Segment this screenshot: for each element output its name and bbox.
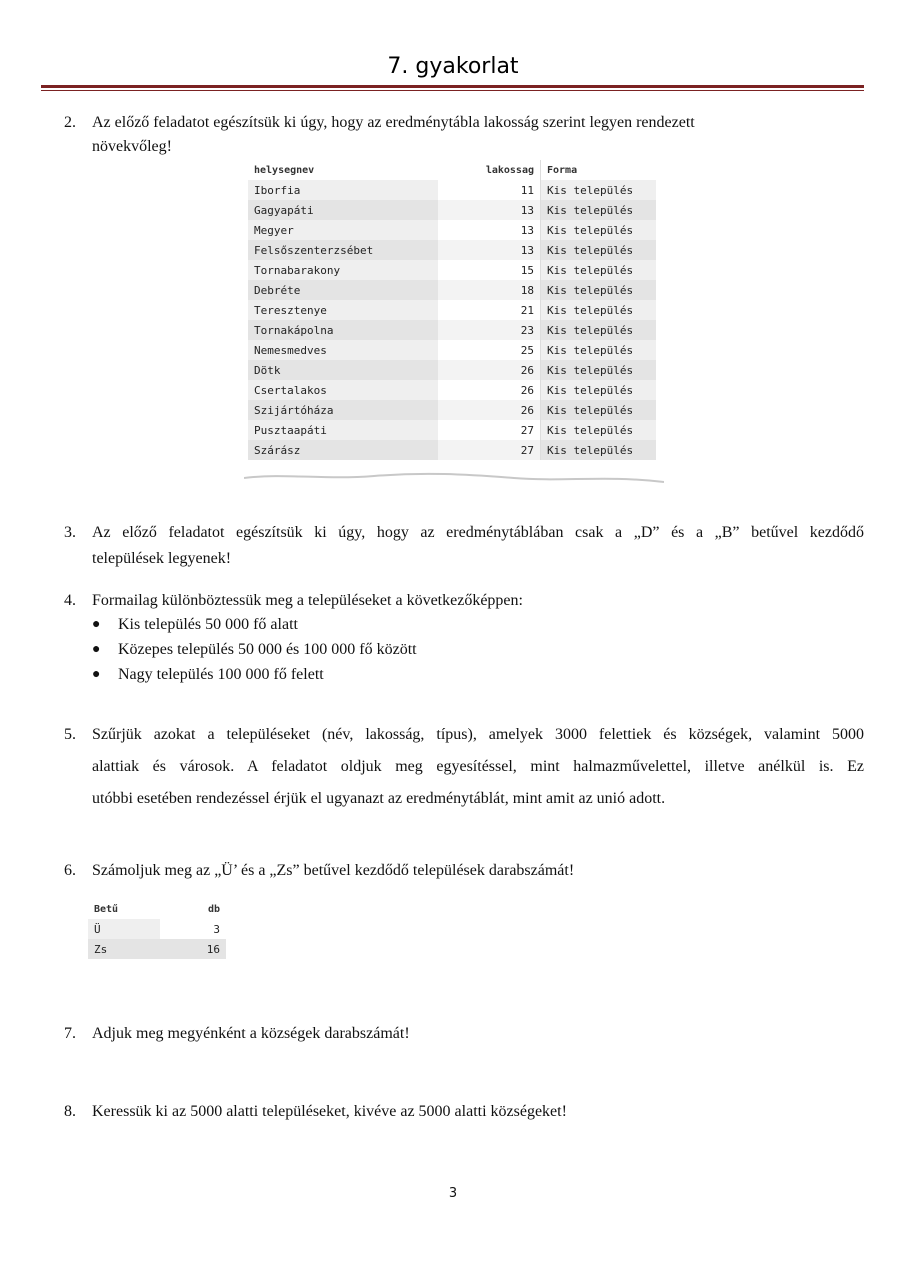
column-header: lakossag bbox=[438, 160, 541, 180]
table-cell: Kis település bbox=[541, 300, 657, 320]
table-cell: Gagyapáti bbox=[248, 200, 438, 220]
table-row bbox=[248, 360, 656, 380]
table-row bbox=[248, 400, 656, 420]
table-cell: Kis település bbox=[541, 280, 657, 300]
table-cell: Kis település bbox=[541, 360, 657, 380]
task-number: 8. bbox=[64, 1103, 76, 1120]
table-cell: 3 bbox=[160, 919, 226, 939]
table-cell: Szijártóháza bbox=[248, 400, 438, 420]
table-row bbox=[248, 440, 656, 460]
table-row bbox=[248, 180, 656, 200]
task-number: 7. bbox=[64, 1025, 76, 1042]
table-cell: 13 bbox=[438, 240, 541, 260]
page-number: 3 bbox=[448, 1186, 458, 1201]
bullet-icon: ● bbox=[92, 667, 101, 682]
table-cell: Kis település bbox=[541, 380, 657, 400]
task-text-line: Formailag különböztessük meg a településeket a következőképpen: bbox=[92, 592, 523, 609]
header-rule bbox=[41, 85, 864, 88]
table-cell: 26 bbox=[438, 400, 541, 420]
bullet-list bbox=[92, 612, 417, 687]
page-header-title: 7. gyakorlat bbox=[387, 54, 519, 79]
table-cell: Ü bbox=[88, 919, 160, 939]
torn-edge-line bbox=[244, 470, 664, 486]
table-cell: Kis település bbox=[541, 260, 657, 280]
column-header: db bbox=[160, 899, 226, 919]
list-item: ● Kis település 50 000 fő alatt bbox=[92, 612, 417, 637]
table-cell: 15 bbox=[438, 260, 541, 280]
table-cell: Kis település bbox=[541, 420, 657, 440]
table-cell: Debréte bbox=[248, 280, 438, 300]
table-cell: Kis település bbox=[541, 440, 657, 460]
table-cell: Kis település bbox=[541, 340, 657, 360]
table-cell: Tornakápolna bbox=[248, 320, 438, 340]
result-table-settlements bbox=[248, 160, 656, 460]
task-number: 4. bbox=[64, 592, 76, 609]
table-cell: 13 bbox=[438, 200, 541, 220]
table-row bbox=[248, 300, 656, 320]
table-cell: 16 bbox=[160, 939, 226, 959]
table-cell: Dötk bbox=[248, 360, 438, 380]
table-cell: Felsőszenterzsébet bbox=[248, 240, 438, 260]
task-text-line: Az előző feladatot egészítsük ki úgy, hogy az eredménytáblában csak a „D” és a „B” betűvel kezdődő bbox=[92, 524, 864, 541]
table-row bbox=[248, 420, 656, 440]
task-text-line: Keressük ki az 5000 alatti településeket, kivéve az 5000 alatti községeket! bbox=[92, 1103, 567, 1120]
table-row bbox=[248, 320, 656, 340]
table-cell: 27 bbox=[438, 440, 541, 460]
task-text-line: Számoljuk meg az „Ü’ és a „Zs” betűvel kezdődő települések darabszámát! bbox=[92, 862, 575, 879]
table-cell: Kis település bbox=[541, 320, 657, 340]
task-number: 5. bbox=[64, 726, 76, 743]
column-header: helysegnev bbox=[248, 160, 438, 180]
task-number: 3. bbox=[64, 524, 76, 541]
task-text-line: települések legyenek! bbox=[92, 550, 232, 567]
table-cell: 26 bbox=[438, 360, 541, 380]
table-cell: Tornabarakony bbox=[248, 260, 438, 280]
task-text-line: Az előző feladatot egészítsük ki úgy, hogy az eredménytábla lakosság szerint legyen rendezett bbox=[92, 114, 695, 131]
task-text-line: növekvőleg! bbox=[92, 138, 172, 155]
table-cell: 27 bbox=[438, 420, 541, 440]
table-cell: Kis település bbox=[541, 400, 657, 420]
list-item: ● Közepes település 50 000 és 100 000 fő között bbox=[92, 637, 417, 662]
table-row bbox=[88, 939, 226, 959]
table-cell: Csertalakos bbox=[248, 380, 438, 400]
column-header: Forma bbox=[541, 160, 657, 180]
table-cell: Szárász bbox=[248, 440, 438, 460]
column-header: Betű bbox=[88, 899, 160, 919]
table-cell: Kis település bbox=[541, 220, 657, 240]
table-cell: 11 bbox=[438, 180, 541, 200]
table-cell: 26 bbox=[438, 380, 541, 400]
table-row bbox=[248, 280, 656, 300]
table-cell: 25 bbox=[438, 340, 541, 360]
table-cell: Kis település bbox=[541, 240, 657, 260]
table-row bbox=[248, 260, 656, 280]
table-cell: Zs bbox=[88, 939, 160, 959]
task-text-line: Szűrjük azokat a településeket (név, lakosság, típus), amelyek 3000 felettiek és községek, valamint 5000 bbox=[92, 726, 864, 743]
bullet-icon: ● bbox=[92, 617, 101, 632]
table-row bbox=[248, 380, 656, 400]
table-cell: Teresztenye bbox=[248, 300, 438, 320]
task-number: 2. bbox=[64, 114, 76, 131]
task-number: 6. bbox=[64, 862, 76, 879]
table-cell: 21 bbox=[438, 300, 541, 320]
table-row bbox=[248, 240, 656, 260]
table-cell: Iborfia bbox=[248, 180, 438, 200]
table-cell: Kis település bbox=[541, 180, 657, 200]
table-cell: Kis település bbox=[541, 200, 657, 220]
table-row bbox=[248, 220, 656, 240]
table-row bbox=[248, 340, 656, 360]
list-item: ● Nagy település 100 000 fő felett bbox=[92, 662, 417, 687]
table-row bbox=[88, 919, 226, 939]
table-cell: Pusztaapáti bbox=[248, 420, 438, 440]
task-text-line: Adjuk meg megyénként a községek darabszámát! bbox=[92, 1025, 410, 1042]
table-row bbox=[248, 200, 656, 220]
table-cell: 13 bbox=[438, 220, 541, 240]
table-cell: 23 bbox=[438, 320, 541, 340]
task-text-line: alattiak és városok. A feladatot oldjuk meg egyesítéssel, mint halmazművelettel, illetve anélkül is. Ez bbox=[92, 758, 864, 775]
bullet-icon: ● bbox=[92, 642, 101, 657]
table-cell: 18 bbox=[438, 280, 541, 300]
header-rule-thin bbox=[41, 90, 864, 91]
result-table-letter-count bbox=[88, 899, 226, 959]
table-cell: Megyer bbox=[248, 220, 438, 240]
table-cell: Nemesmedves bbox=[248, 340, 438, 360]
task-text-line: utóbbi esetében rendezéssel érjük el ugyanazt az eredménytáblát, mint amit az unió adott. bbox=[92, 790, 666, 807]
